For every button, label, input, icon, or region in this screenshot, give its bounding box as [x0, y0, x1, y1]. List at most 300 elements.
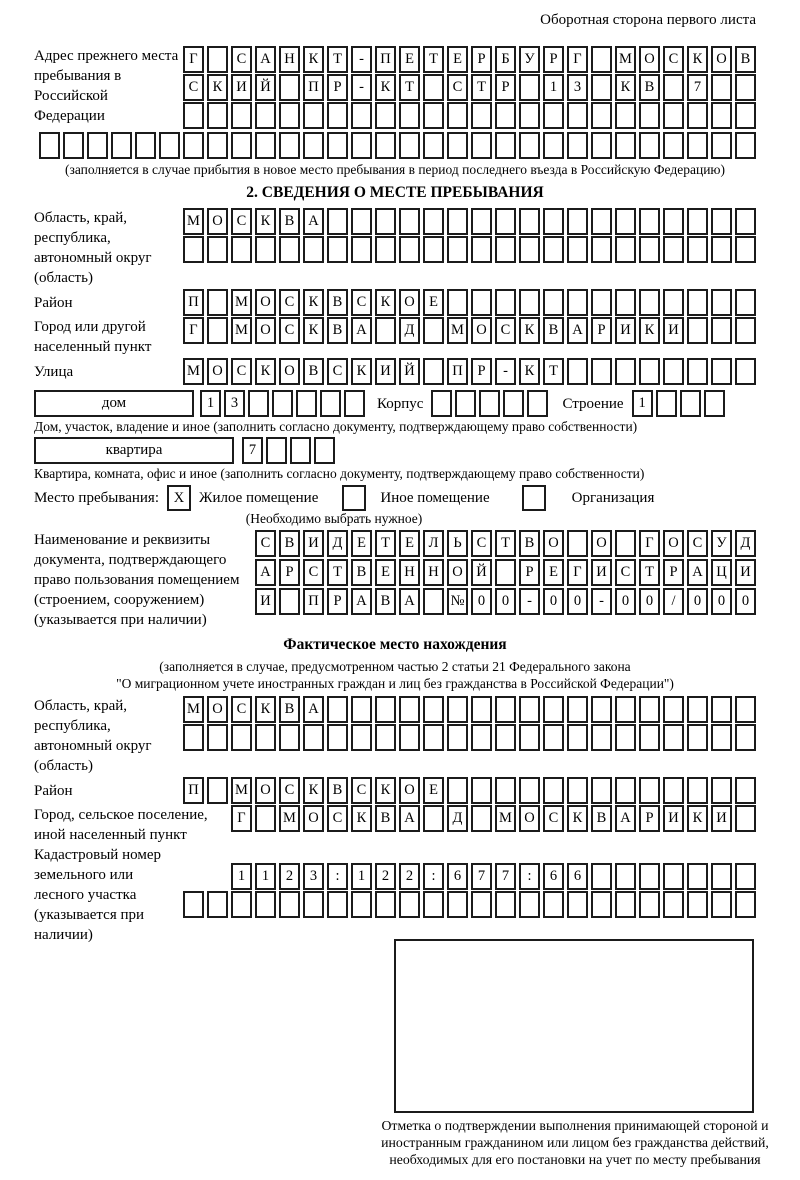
char-box[interactable]: [639, 289, 660, 316]
char-box[interactable]: С: [279, 289, 300, 316]
char-box[interactable]: [423, 891, 444, 918]
char-box[interactable]: О: [255, 317, 276, 344]
char-box[interactable]: С: [687, 530, 708, 557]
char-box[interactable]: Г: [231, 805, 252, 832]
char-box[interactable]: [231, 724, 252, 751]
char-box[interactable]: 7: [471, 863, 492, 890]
char-box[interactable]: [272, 390, 293, 417]
char-box[interactable]: [183, 132, 204, 159]
char-box[interactable]: [687, 696, 708, 723]
char-box[interactable]: [423, 236, 444, 263]
char-box[interactable]: 0: [543, 588, 564, 615]
char-box[interactable]: 0: [471, 588, 492, 615]
char-box[interactable]: [159, 132, 180, 159]
char-box[interactable]: [231, 236, 252, 263]
char-box[interactable]: В: [543, 317, 564, 344]
char-box[interactable]: И: [663, 805, 684, 832]
char-box[interactable]: К: [687, 805, 708, 832]
char-box[interactable]: [735, 236, 756, 263]
char-box[interactable]: М: [615, 46, 636, 73]
char-box[interactable]: 6: [447, 863, 468, 890]
char-box[interactable]: [375, 236, 396, 263]
char-box[interactable]: [231, 102, 252, 129]
char-box[interactable]: [663, 891, 684, 918]
char-box[interactable]: [351, 696, 372, 723]
char-box[interactable]: [503, 390, 524, 417]
char-box[interactable]: С: [543, 805, 564, 832]
char-box[interactable]: О: [207, 696, 228, 723]
char-box[interactable]: [735, 102, 756, 129]
char-box[interactable]: [519, 777, 540, 804]
char-box[interactable]: [735, 863, 756, 890]
char-box[interactable]: [519, 696, 540, 723]
char-box[interactable]: А: [303, 696, 324, 723]
char-box[interactable]: -: [591, 588, 612, 615]
char-box[interactable]: [471, 208, 492, 235]
char-box[interactable]: [471, 102, 492, 129]
char-box[interactable]: [495, 724, 516, 751]
char-box[interactable]: [591, 289, 612, 316]
char-box[interactable]: [375, 102, 396, 129]
char-box[interactable]: О: [447, 559, 468, 586]
char-box[interactable]: [207, 46, 228, 73]
char-box[interactable]: [471, 777, 492, 804]
char-box[interactable]: [591, 102, 612, 129]
char-box[interactable]: [704, 390, 725, 417]
char-box[interactable]: [207, 236, 228, 263]
char-box[interactable]: В: [327, 317, 348, 344]
char-box[interactable]: С: [303, 559, 324, 586]
char-box[interactable]: А: [255, 46, 276, 73]
char-box[interactable]: [663, 236, 684, 263]
char-box[interactable]: [735, 132, 756, 159]
char-box[interactable]: [615, 236, 636, 263]
char-box[interactable]: [399, 891, 420, 918]
char-box[interactable]: М: [231, 289, 252, 316]
char-box[interactable]: В: [303, 358, 324, 385]
char-box[interactable]: [279, 588, 300, 615]
char-box[interactable]: [375, 317, 396, 344]
char-box[interactable]: [615, 102, 636, 129]
char-box[interactable]: К: [303, 289, 324, 316]
char-box[interactable]: [255, 236, 276, 263]
char-box[interactable]: [711, 863, 732, 890]
char-box[interactable]: О: [303, 805, 324, 832]
char-box[interactable]: [527, 390, 548, 417]
char-box[interactable]: Д: [447, 805, 468, 832]
char-box[interactable]: [567, 891, 588, 918]
char-box[interactable]: К: [351, 358, 372, 385]
char-box[interactable]: [375, 891, 396, 918]
char-box[interactable]: [423, 358, 444, 385]
char-box[interactable]: [207, 724, 228, 751]
char-box[interactable]: [423, 74, 444, 101]
char-box[interactable]: О: [639, 46, 660, 73]
char-box[interactable]: С: [279, 777, 300, 804]
char-box[interactable]: 3: [224, 390, 245, 417]
char-box[interactable]: [111, 132, 132, 159]
char-box[interactable]: Й: [255, 74, 276, 101]
char-box[interactable]: [687, 289, 708, 316]
char-box[interactable]: [663, 208, 684, 235]
char-box[interactable]: [135, 132, 156, 159]
char-box[interactable]: Г: [567, 559, 588, 586]
char-box[interactable]: -: [351, 74, 372, 101]
char-box[interactable]: №: [447, 588, 468, 615]
char-box[interactable]: А: [399, 588, 420, 615]
char-box[interactable]: [687, 236, 708, 263]
char-box[interactable]: [351, 236, 372, 263]
char-box[interactable]: [399, 696, 420, 723]
char-box[interactable]: [519, 289, 540, 316]
char-box[interactable]: И: [711, 805, 732, 832]
char-box[interactable]: А: [303, 208, 324, 235]
char-box[interactable]: 1: [255, 863, 276, 890]
char-box[interactable]: [296, 390, 317, 417]
char-box[interactable]: [399, 724, 420, 751]
char-box[interactable]: [447, 102, 468, 129]
char-box[interactable]: О: [279, 358, 300, 385]
char-box[interactable]: [687, 724, 708, 751]
char-box[interactable]: Р: [591, 317, 612, 344]
char-box[interactable]: К: [519, 358, 540, 385]
char-box[interactable]: [663, 777, 684, 804]
char-box[interactable]: К: [255, 208, 276, 235]
char-box[interactable]: О: [207, 208, 228, 235]
char-box[interactable]: С: [231, 696, 252, 723]
char-box[interactable]: [447, 696, 468, 723]
char-box[interactable]: [327, 132, 348, 159]
char-box[interactable]: [303, 891, 324, 918]
char-box[interactable]: [567, 530, 588, 557]
char-box[interactable]: [255, 805, 276, 832]
char-box[interactable]: [495, 102, 516, 129]
char-box[interactable]: 0: [735, 588, 756, 615]
char-box[interactable]: [615, 358, 636, 385]
char-box[interactable]: В: [519, 530, 540, 557]
char-box[interactable]: [327, 724, 348, 751]
char-box[interactable]: [519, 102, 540, 129]
char-box[interactable]: [375, 208, 396, 235]
char-box[interactable]: [591, 724, 612, 751]
char-box[interactable]: С: [231, 46, 252, 73]
char-box[interactable]: М: [495, 805, 516, 832]
char-box[interactable]: Е: [447, 46, 468, 73]
char-box[interactable]: А: [399, 805, 420, 832]
char-box[interactable]: [447, 289, 468, 316]
char-box[interactable]: Е: [399, 46, 420, 73]
char-box[interactable]: [687, 317, 708, 344]
char-box[interactable]: С: [447, 74, 468, 101]
char-box[interactable]: С: [327, 358, 348, 385]
char-box[interactable]: О: [207, 358, 228, 385]
char-box[interactable]: О: [543, 530, 564, 557]
char-box[interactable]: 1: [351, 863, 372, 890]
char-box[interactable]: [567, 696, 588, 723]
char-box[interactable]: [423, 102, 444, 129]
char-box[interactable]: В: [279, 530, 300, 557]
char-box[interactable]: К: [207, 74, 228, 101]
char-box[interactable]: 2: [399, 863, 420, 890]
char-box[interactable]: К: [303, 317, 324, 344]
char-box[interactable]: С: [279, 317, 300, 344]
char-box[interactable]: -: [495, 358, 516, 385]
char-box[interactable]: [279, 236, 300, 263]
char-box[interactable]: К: [687, 46, 708, 73]
char-box[interactable]: 7: [687, 74, 708, 101]
char-box[interactable]: 7: [495, 863, 516, 890]
char-box[interactable]: [711, 74, 732, 101]
char-box[interactable]: [591, 132, 612, 159]
char-box[interactable]: Е: [543, 559, 564, 586]
char-box[interactable]: [255, 724, 276, 751]
char-box[interactable]: [207, 317, 228, 344]
char-box[interactable]: [687, 208, 708, 235]
char-box[interactable]: К: [255, 696, 276, 723]
char-box[interactable]: [687, 863, 708, 890]
char-box[interactable]: [663, 289, 684, 316]
char-box[interactable]: [447, 724, 468, 751]
char-box[interactable]: В: [735, 46, 756, 73]
char-box[interactable]: С: [231, 358, 252, 385]
char-box[interactable]: К: [303, 46, 324, 73]
char-box[interactable]: [687, 891, 708, 918]
char-box[interactable]: [543, 891, 564, 918]
char-box[interactable]: 6: [543, 863, 564, 890]
char-box[interactable]: [591, 696, 612, 723]
char-box[interactable]: [351, 132, 372, 159]
char-box[interactable]: О: [255, 289, 276, 316]
char-box[interactable]: У: [519, 46, 540, 73]
char-box[interactable]: [447, 208, 468, 235]
char-box[interactable]: П: [303, 74, 324, 101]
char-box[interactable]: Й: [399, 358, 420, 385]
char-box[interactable]: [543, 289, 564, 316]
char-box[interactable]: Ц: [711, 559, 732, 586]
char-box[interactable]: [735, 805, 756, 832]
char-box[interactable]: М: [231, 317, 252, 344]
char-box[interactable]: К: [639, 317, 660, 344]
char-box[interactable]: [687, 102, 708, 129]
char-box[interactable]: О: [711, 46, 732, 73]
char-box[interactable]: [639, 696, 660, 723]
char-box[interactable]: К: [375, 777, 396, 804]
char-box[interactable]: [351, 102, 372, 129]
char-box[interactable]: [711, 891, 732, 918]
char-box[interactable]: 0: [615, 588, 636, 615]
char-box[interactable]: С: [351, 289, 372, 316]
char-box[interactable]: [351, 724, 372, 751]
char-box[interactable]: Р: [519, 559, 540, 586]
char-box[interactable]: [447, 777, 468, 804]
char-box[interactable]: [351, 208, 372, 235]
char-box[interactable]: :: [423, 863, 444, 890]
char-box[interactable]: [735, 696, 756, 723]
char-box[interactable]: [303, 724, 324, 751]
char-box[interactable]: [519, 724, 540, 751]
char-box[interactable]: [615, 530, 636, 557]
char-box[interactable]: [423, 132, 444, 159]
char-box[interactable]: [63, 132, 84, 159]
char-box[interactable]: Т: [543, 358, 564, 385]
char-box[interactable]: [543, 696, 564, 723]
char-box[interactable]: [471, 236, 492, 263]
char-box[interactable]: [399, 236, 420, 263]
char-box[interactable]: [615, 208, 636, 235]
char-box[interactable]: [495, 696, 516, 723]
char-box[interactable]: А: [255, 559, 276, 586]
char-box[interactable]: [279, 132, 300, 159]
char-box[interactable]: Ь: [447, 530, 468, 557]
char-box[interactable]: Р: [663, 559, 684, 586]
char-box[interactable]: Т: [375, 530, 396, 557]
char-box[interactable]: [423, 724, 444, 751]
char-box[interactable]: Е: [423, 777, 444, 804]
char-box[interactable]: [279, 102, 300, 129]
char-box[interactable]: О: [591, 530, 612, 557]
char-box[interactable]: [471, 805, 492, 832]
char-box[interactable]: У: [711, 530, 732, 557]
char-box[interactable]: [639, 132, 660, 159]
char-box[interactable]: Т: [327, 559, 348, 586]
char-box[interactable]: П: [183, 777, 204, 804]
char-box[interactable]: [591, 208, 612, 235]
char-box[interactable]: [663, 696, 684, 723]
char-box[interactable]: [495, 559, 516, 586]
char-box[interactable]: [423, 696, 444, 723]
char-box[interactable]: Р: [279, 559, 300, 586]
char-box[interactable]: [663, 358, 684, 385]
char-box[interactable]: [231, 891, 252, 918]
char-box[interactable]: [207, 289, 228, 316]
char-box[interactable]: [327, 891, 348, 918]
char-box[interactable]: [711, 102, 732, 129]
char-box[interactable]: Т: [399, 74, 420, 101]
char-box[interactable]: К: [255, 358, 276, 385]
char-box[interactable]: [639, 102, 660, 129]
char-box[interactable]: [639, 724, 660, 751]
char-box[interactable]: 2: [375, 863, 396, 890]
char-box[interactable]: 0: [711, 588, 732, 615]
char-box[interactable]: Р: [327, 74, 348, 101]
char-box[interactable]: [399, 102, 420, 129]
char-box[interactable]: [711, 696, 732, 723]
char-box[interactable]: Г: [183, 46, 204, 73]
apartment-type-box[interactable]: квартира: [34, 437, 234, 464]
char-box[interactable]: [639, 777, 660, 804]
char-box[interactable]: С: [231, 208, 252, 235]
char-box[interactable]: Д: [399, 317, 420, 344]
char-box[interactable]: В: [375, 588, 396, 615]
char-box[interactable]: [591, 46, 612, 73]
char-box[interactable]: Р: [495, 74, 516, 101]
char-box[interactable]: Н: [399, 559, 420, 586]
char-box[interactable]: [423, 208, 444, 235]
char-box[interactable]: [543, 208, 564, 235]
char-box[interactable]: С: [351, 777, 372, 804]
char-box[interactable]: К: [567, 805, 588, 832]
char-box[interactable]: [303, 132, 324, 159]
house-type-box[interactable]: дом: [34, 390, 194, 417]
char-box[interactable]: М: [231, 777, 252, 804]
char-box[interactable]: [344, 390, 365, 417]
char-box[interactable]: Г: [183, 317, 204, 344]
char-box[interactable]: [471, 724, 492, 751]
char-box[interactable]: [447, 236, 468, 263]
char-box[interactable]: 3: [303, 863, 324, 890]
char-box[interactable]: [399, 132, 420, 159]
char-box[interactable]: -: [519, 588, 540, 615]
char-box[interactable]: О: [471, 317, 492, 344]
char-box[interactable]: [351, 891, 372, 918]
char-box[interactable]: [495, 891, 516, 918]
char-box[interactable]: [543, 724, 564, 751]
char-box[interactable]: [327, 236, 348, 263]
char-box[interactable]: 0: [495, 588, 516, 615]
char-box[interactable]: Р: [327, 588, 348, 615]
char-box[interactable]: [543, 132, 564, 159]
char-box[interactable]: [567, 208, 588, 235]
char-box[interactable]: [290, 437, 311, 464]
char-box[interactable]: [591, 74, 612, 101]
char-box[interactable]: [471, 696, 492, 723]
char-box[interactable]: 1: [200, 390, 221, 417]
char-box[interactable]: 0: [567, 588, 588, 615]
char-box[interactable]: 1: [543, 74, 564, 101]
char-box[interactable]: Р: [471, 358, 492, 385]
char-box[interactable]: Е: [375, 559, 396, 586]
char-box[interactable]: [519, 132, 540, 159]
char-box[interactable]: [735, 724, 756, 751]
char-box[interactable]: [495, 289, 516, 316]
char-box[interactable]: [207, 891, 228, 918]
char-box[interactable]: [479, 390, 500, 417]
char-box[interactable]: Т: [639, 559, 660, 586]
char-box[interactable]: [255, 891, 276, 918]
char-box[interactable]: Р: [471, 46, 492, 73]
char-box[interactable]: И: [255, 588, 276, 615]
char-box[interactable]: К: [351, 805, 372, 832]
char-box[interactable]: [399, 208, 420, 235]
char-box[interactable]: В: [327, 777, 348, 804]
checkbox-residential[interactable]: X: [167, 485, 191, 511]
char-box[interactable]: О: [399, 777, 420, 804]
char-box[interactable]: [735, 891, 756, 918]
char-box[interactable]: Б: [495, 46, 516, 73]
char-box[interactable]: [567, 724, 588, 751]
char-box[interactable]: С: [471, 530, 492, 557]
char-box[interactable]: :: [327, 863, 348, 890]
char-box[interactable]: К: [615, 74, 636, 101]
char-box[interactable]: Е: [351, 530, 372, 557]
char-box[interactable]: [207, 777, 228, 804]
char-box[interactable]: И: [375, 358, 396, 385]
char-box[interactable]: [519, 236, 540, 263]
char-box[interactable]: [735, 289, 756, 316]
char-box[interactable]: Р: [543, 46, 564, 73]
char-box[interactable]: М: [183, 696, 204, 723]
char-box[interactable]: [266, 437, 287, 464]
char-box[interactable]: [687, 358, 708, 385]
char-box[interactable]: О: [663, 530, 684, 557]
char-box[interactable]: Д: [735, 530, 756, 557]
char-box[interactable]: [591, 358, 612, 385]
char-box[interactable]: [207, 102, 228, 129]
char-box[interactable]: [615, 289, 636, 316]
char-box[interactable]: [711, 777, 732, 804]
char-box[interactable]: Й: [471, 559, 492, 586]
char-box[interactable]: [495, 236, 516, 263]
